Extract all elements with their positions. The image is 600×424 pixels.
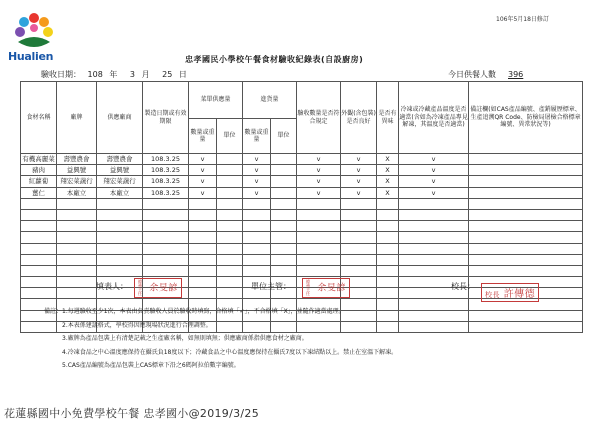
table-cell-empty	[469, 321, 583, 332]
inspection-day-unit: 日	[178, 70, 187, 79]
cell-temp: v	[399, 165, 469, 176]
table-cell-empty	[189, 254, 217, 265]
table-cell-empty	[143, 232, 189, 243]
table-cell-empty	[469, 221, 583, 232]
principal-stamp-name: 許傳德	[503, 289, 536, 300]
cell-supplier: 翔宏菜蔬行	[97, 176, 143, 187]
table-cell-empty	[143, 198, 189, 209]
table-cell-empty	[189, 243, 217, 254]
cell-temp: v	[399, 154, 469, 165]
table-cell-empty	[341, 265, 377, 276]
table-cell-empty	[57, 232, 97, 243]
header-prod-unit: 單位	[217, 119, 243, 154]
inspection-day: 25	[162, 70, 173, 79]
table-cell-empty	[21, 221, 57, 232]
table-cell-empty	[399, 198, 469, 209]
principal-label: 校長：	[451, 282, 475, 291]
table-cell-empty	[243, 243, 271, 254]
logo-text: Hualien	[8, 50, 54, 63]
cell-prod-unit	[217, 187, 243, 198]
table-cell-empty	[21, 277, 57, 288]
table-cell-empty	[97, 232, 143, 243]
table-cell-empty	[97, 198, 143, 209]
table-cell-empty	[243, 209, 271, 220]
header-remarks: 備註欄(如CAS產品編號、產銷履歷標章、生產追溯QR Code、防檢局屠檢合格標章編號、異常狀況等)	[469, 82, 583, 154]
cell-prod-unit	[217, 176, 243, 187]
cell-appearance: v	[341, 176, 377, 187]
table-cell-empty	[377, 232, 399, 243]
table-cell-empty	[377, 243, 399, 254]
table-cell-empty	[399, 209, 469, 220]
inspection-year: 108	[87, 70, 103, 79]
table-cell-empty	[377, 221, 399, 232]
table-cell-empty	[97, 243, 143, 254]
table-cell-empty	[341, 243, 377, 254]
table-row	[21, 165, 583, 176]
cell-remarks	[469, 154, 583, 165]
cell-arr-qty: v	[243, 165, 271, 176]
table-row	[21, 154, 583, 165]
table-row-empty	[21, 198, 583, 209]
table-cell-empty	[469, 310, 583, 321]
note-line: 3.廠牌為產品包裝上有清楚記載之生產廠名稱，如無則填無；供應廠商係指供應食材之廠商。	[62, 335, 308, 342]
table-cell-empty	[189, 221, 217, 232]
table-cell-empty	[57, 221, 97, 232]
supervisor-stamp-name: 余旻諺	[317, 283, 346, 294]
table-cell-empty	[271, 221, 297, 232]
table-cell-empty	[97, 221, 143, 232]
table-cell-empty	[143, 243, 189, 254]
table-cell-empty	[217, 288, 243, 299]
table-cell-empty	[469, 243, 583, 254]
table-cell-empty	[217, 265, 243, 276]
table-cell-empty	[399, 243, 469, 254]
table-cell-empty	[57, 254, 97, 265]
table-cell-empty	[21, 209, 57, 220]
header-arr-qty: 數量或重量	[243, 119, 271, 154]
table-cell-empty	[377, 265, 399, 276]
cell-date: 108.3.25	[143, 187, 189, 198]
table-row	[21, 187, 583, 198]
table-cell-empty	[143, 221, 189, 232]
inspector-stamp-name: 余旻諺	[149, 283, 178, 294]
header-arr-unit: 單位	[271, 119, 297, 154]
table-cell-empty	[21, 288, 57, 299]
table-cell-empty	[341, 209, 377, 220]
table-row-empty	[21, 243, 583, 254]
hualien-logo-icon	[10, 8, 58, 56]
header-brand: 廠牌	[57, 82, 97, 154]
header-appearance: 外觀(含包裝)是否良好	[341, 82, 377, 154]
cell-prod-qty: v	[189, 176, 217, 187]
table-cell-empty	[217, 221, 243, 232]
supply-number: 396	[508, 70, 524, 79]
table-cell-empty	[189, 277, 217, 288]
table-row	[21, 176, 583, 187]
header-odor: 是否有異味	[377, 82, 399, 154]
table-cell-empty	[469, 232, 583, 243]
table-cell-empty	[243, 232, 271, 243]
table-row-empty	[21, 265, 583, 276]
table-cell-empty	[21, 265, 57, 276]
table-row-empty	[21, 254, 583, 265]
cell-brand: 壽豐農會	[57, 154, 97, 165]
table-row-empty	[21, 209, 583, 220]
table-cell-empty	[97, 209, 143, 220]
table-cell-empty	[399, 265, 469, 276]
cell-prod-unit	[217, 165, 243, 176]
cell-name: 紅蘿蔔	[21, 176, 57, 187]
table-cell-empty	[57, 198, 97, 209]
table-cell-empty	[271, 198, 297, 209]
table-cell-empty	[57, 209, 97, 220]
table-cell-empty	[377, 254, 399, 265]
inspection-year-unit: 年	[109, 70, 118, 79]
cell-arr-qty: v	[243, 187, 271, 198]
cell-check-qty: v	[297, 154, 341, 165]
table-cell-empty	[399, 299, 469, 310]
table-cell-empty	[297, 209, 341, 220]
table-cell-empty	[297, 254, 341, 265]
table-cell-empty	[21, 232, 57, 243]
table-cell-empty	[243, 254, 271, 265]
page-title: 忠孝國民小學校午餐食材驗收紀錄表(自設廚房)	[185, 55, 364, 64]
cell-date: 108.3.25	[143, 165, 189, 176]
table-cell-empty	[271, 265, 297, 276]
header-prod-supply: 菜單供應量	[189, 82, 243, 119]
table-cell-empty	[57, 277, 97, 288]
supply-count	[448, 69, 529, 80]
table-cell-empty	[189, 288, 217, 299]
cell-appearance: v	[341, 187, 377, 198]
table-row-empty	[21, 232, 583, 243]
cell-prod-qty: v	[189, 165, 217, 176]
cell-prod-qty: v	[189, 154, 217, 165]
cell-date: 108.3.25	[143, 176, 189, 187]
table-cell-empty	[217, 232, 243, 243]
table-cell-empty	[377, 288, 399, 299]
table-cell-empty	[217, 198, 243, 209]
table-cell-empty	[189, 198, 217, 209]
supply-label: 今日供餐人數	[448, 70, 496, 79]
cell-arr-qty: v	[243, 154, 271, 165]
table-cell-empty	[57, 288, 97, 299]
note-line: 4.冷凍食品之中心溫度應保持在攝氏負18度以下；冷藏食品之中心溫度應保持在攝氏7度以下凍結點以上。禁止在室溫下解凍。	[62, 348, 398, 356]
table-cell-empty	[243, 221, 271, 232]
cell-remarks	[469, 165, 583, 176]
cell-name: 薑仁	[21, 187, 57, 198]
inspector-stamp-prefix: 總務主任	[138, 279, 143, 296]
cell-supplier: 壽豐農會	[97, 154, 143, 165]
table-cell-empty	[377, 198, 399, 209]
table-cell-empty	[271, 243, 297, 254]
table-cell-empty	[143, 254, 189, 265]
inspection-date-label: 驗收日期：	[41, 70, 81, 79]
header-name: 食材名稱	[21, 82, 57, 154]
note-line: 5.CAS產品編號為產品包裝上CAS標章下沿之6碼阿拉伯數字編號。	[62, 362, 240, 369]
cell-prod-qty: v	[189, 187, 217, 198]
note-line: 備註：1.每週驗收至少1次，本表由負責驗收人員於驗收時填寫，合格填「✓」，不合格填「X」，並隨作適當處理。	[44, 308, 345, 315]
inspector-stamp	[134, 278, 182, 298]
supervisor-stamp-prefix: 總務主任	[306, 279, 311, 296]
table-cell-empty	[399, 221, 469, 232]
table-row-empty	[21, 221, 583, 232]
header-prod-qty: 數量或重量	[189, 119, 217, 154]
table-cell-empty	[57, 265, 97, 276]
table-cell-empty	[21, 243, 57, 254]
header-supplier: 供應廠商	[97, 82, 143, 154]
table-cell-empty	[399, 310, 469, 321]
table-cell-empty	[341, 198, 377, 209]
cell-odor: X	[377, 154, 399, 165]
cell-odor: X	[377, 187, 399, 198]
table-cell-empty	[243, 198, 271, 209]
table-cell-empty	[469, 209, 583, 220]
cell-check-qty: v	[297, 165, 341, 176]
table-cell-empty	[297, 243, 341, 254]
table-cell-empty	[297, 232, 341, 243]
table-cell-empty	[217, 277, 243, 288]
table-cell-empty	[377, 209, 399, 220]
table-cell-empty	[217, 254, 243, 265]
inspection-month: 3	[129, 70, 136, 79]
table-cell-empty	[399, 254, 469, 265]
header-arrival: 進貨量	[243, 82, 297, 119]
cell-arr-unit	[271, 165, 297, 176]
cell-arr-unit	[271, 176, 297, 187]
cell-supplier: 益興號	[97, 165, 143, 176]
table-cell-empty	[217, 209, 243, 220]
principal-stamp	[481, 283, 539, 302]
cell-name: 有機高麗菜	[22, 155, 55, 164]
table-cell-empty	[469, 198, 583, 209]
table-cell-empty	[21, 254, 57, 265]
cell-odor: X	[377, 165, 399, 176]
table-cell-empty	[341, 254, 377, 265]
table-cell-empty	[271, 209, 297, 220]
table-cell-empty	[377, 277, 399, 288]
header-check-qty: 驗收數量是否符合規定	[297, 82, 341, 154]
supervisor-stamp	[302, 278, 350, 298]
table-cell-empty	[243, 265, 271, 276]
table-cell-empty	[21, 198, 57, 209]
table-cell-empty	[469, 265, 583, 276]
table-cell-empty	[271, 254, 297, 265]
table-cell-empty	[217, 243, 243, 254]
table-cell-empty	[189, 232, 217, 243]
header-date: 製造日期或有效期限	[143, 82, 189, 154]
table-cell-empty	[189, 265, 217, 276]
table-cell-empty	[399, 321, 469, 332]
table-cell-empty	[297, 221, 341, 232]
principal-stamp-prefix: 校長	[485, 291, 500, 299]
table-cell-empty	[297, 198, 341, 209]
revision-note: 106年5月18日修訂	[496, 16, 549, 23]
table-cell-empty	[469, 254, 583, 265]
table-cell-empty	[189, 209, 217, 220]
table-cell-empty	[143, 265, 189, 276]
table-cell-empty	[97, 265, 143, 276]
inspection-month-unit: 月	[141, 70, 150, 79]
cell-date: 108.3.25	[143, 154, 189, 165]
table-cell-empty	[143, 209, 189, 220]
cell-temp: v	[399, 176, 469, 187]
table-cell-empty	[97, 254, 143, 265]
header-temp: 冷凍或冷藏產品溫度是否適當(含如為冷凍產品專見解凍，其溫度是否適當)	[399, 82, 469, 154]
cell-odor: X	[377, 176, 399, 187]
cell-remarks	[469, 176, 583, 187]
note-line: 2.本表係建議格式，學校得因應現場狀況進行合理調整。	[62, 321, 212, 329]
cell-supplier: 本廠立	[97, 187, 143, 198]
cell-arr-unit	[271, 154, 297, 165]
table-cell-empty	[297, 265, 341, 276]
cell-check-qty: v	[297, 187, 341, 198]
inspector-label: 填表人：	[96, 282, 128, 291]
table-cell-empty	[399, 232, 469, 243]
cell-arr-unit	[271, 187, 297, 198]
cell-appearance: v	[341, 165, 377, 176]
cell-temp: v	[399, 187, 469, 198]
cell-appearance: v	[341, 154, 377, 165]
table-cell-empty	[341, 232, 377, 243]
table-cell-empty	[57, 243, 97, 254]
inspection-date	[41, 69, 191, 80]
table-cell-empty	[271, 232, 297, 243]
cell-remarks	[469, 187, 583, 198]
notes	[44, 305, 397, 373]
supervisor-label: 單位主管：	[251, 282, 291, 291]
cell-brand: 本廠立	[57, 187, 97, 198]
cell-arr-qty: v	[243, 176, 271, 187]
cell-check-qty: v	[297, 176, 341, 187]
cell-brand: 翔宏菜蔬行	[57, 176, 97, 187]
table-cell-empty	[341, 221, 377, 232]
cell-brand: 益興號	[57, 165, 97, 176]
cell-prod-unit	[217, 154, 243, 165]
photo-caption: 花蓮縣國中小免費學校午餐 忠孝國小@2019/3/25	[4, 407, 259, 420]
cell-name: 豬肉	[21, 165, 57, 176]
